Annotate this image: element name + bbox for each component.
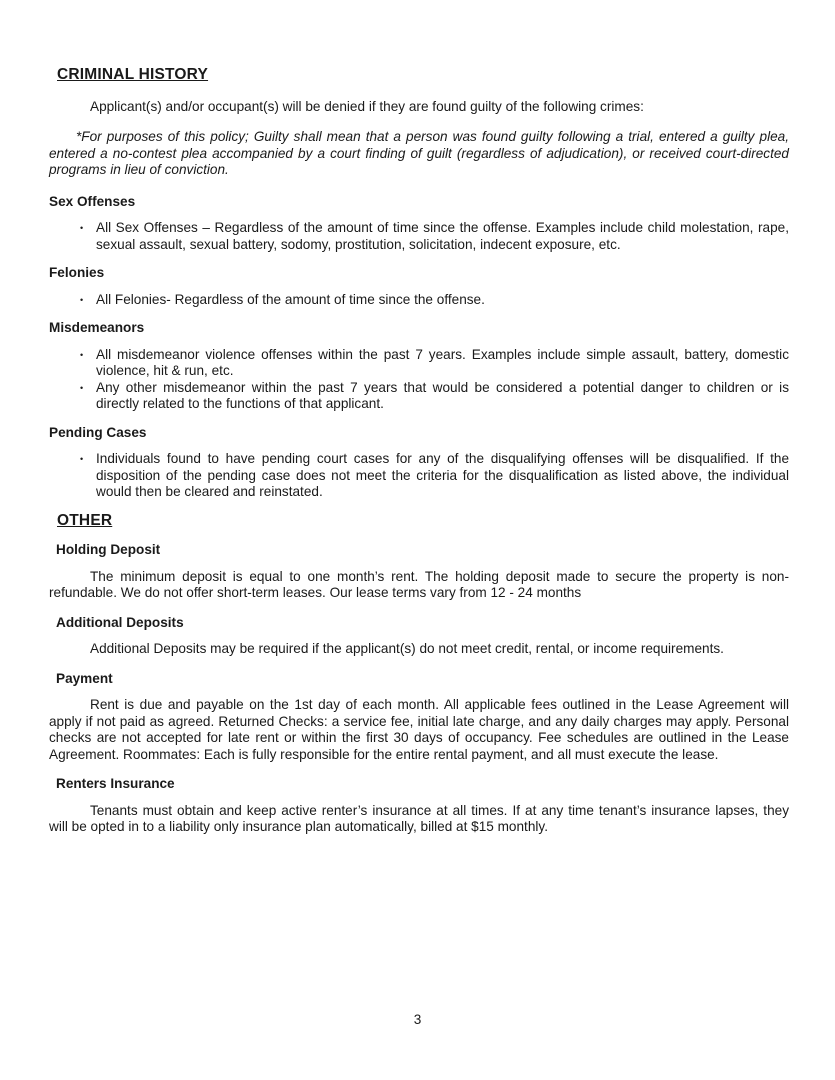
criminal-intro-paragraph: Applicant(s) and/or occupant(s) will be denied if they are found guilty of the following crimes: [90, 98, 644, 114]
bullet-icon: • [80, 349, 84, 360]
list-item [80, 292, 789, 309]
list-item-text: All Sex Offenses – Regardless of the amount of time since the offense. Examples include child molestation, rape, sexual assault, sexual battery, sodomy, prostitution, solicitation, indecent exposure, etc. [96, 220, 789, 252]
bullet-icon: • [80, 454, 84, 464]
list-item [80, 451, 789, 501]
group-title-pending-cases: Pending Cases [49, 424, 147, 440]
list-item [80, 220, 789, 253]
misdemeanors-list [49, 347, 789, 413]
payment-paragraph: Rent is due and payable on the 1st day of each month. All applicable fees outlined in the Lease Agreement will apply if not paid as agreed. Returned Checks: a service fee, initial late charge, and any daily charges may apply. Personal checks are not accepted for late rent or within the first 30 days of occupancy. Fee schedules are outlined in the Lease Agreement. Roommates: Each is fully responsible for the entire rental payment, and all must execute the lease. [49, 697, 789, 762]
list-item-text: All misdemeanor violence offenses within the past 7 years. Examples include simple assault, battery, domestic violence, hit & run, etc. [96, 346, 789, 378]
list-item [80, 380, 789, 413]
holding-deposit-paragraph: The minimum deposit is equal to one month’s rent. The holding deposit made to secure the property is non- refundable. We do not offer short-term leases. Our lease terms vary from 12 - 24 months [49, 568, 789, 600]
group-title-sex-offenses: Sex Offenses [49, 193, 136, 209]
sub-title-payment: Payment [56, 670, 113, 686]
section-heading-other: OTHER [57, 511, 113, 529]
guilty-policy-note: *For purposes of this policy; Guilty shall mean that a person was found guilty following a trial, entered a guilty plea, entered a no-contest plea accompanied by a court finding of guilt (regardless of adjudication), or received court-directed programs in lieu of conviction. [49, 129, 789, 177]
sub-title-holding-deposit: Holding Deposit [56, 542, 161, 557]
bullet-icon: • [80, 294, 84, 305]
section-heading-criminal-history: CRIMINAL HISTORY [57, 66, 209, 83]
additional-deposits-paragraph: Additional Deposits may be required if the applicant(s) do not meet credit, rental, or income requirements. [90, 641, 724, 656]
renters-insurance-paragraph: Tenants must obtain and keep active renter’s insurance at all times. If at any time tenant’s insurance lapses, they will be opted in to a liability only insurance plan automatically, billed at $15 monthly. [49, 802, 789, 834]
sex-offenses-list [49, 220, 789, 253]
group-title-felonies: Felonies [49, 265, 105, 280]
sub-title-additional-deposits: Additional Deposits [56, 614, 184, 630]
list-item-text: All Felonies- Regardless of the amount of time since the offense. [96, 291, 485, 307]
page-number: 3 [413, 1012, 422, 1027]
list-item-text: Any other misdemeanor within the past 7 years that would be considered a potential danger to children or is directly related to the functions of that applicant. [96, 379, 789, 411]
bullet-icon: • [80, 223, 84, 233]
pending-cases-list [49, 451, 789, 501]
group-title-misdemeanors: Misdemeanors [49, 320, 145, 335]
list-item-text: Individuals found to have pending court cases for any of the disqualifying offenses will be disqualified. If the disposition of the pending case does not meet the criteria for the disqualification as listed above, the individual would then be cleared and reinstated. [96, 451, 789, 499]
felonies-list [49, 292, 789, 309]
bullet-icon: • [80, 382, 84, 393]
sub-title-renters-insurance: Renters Insurance [56, 776, 175, 791]
list-item [80, 347, 789, 380]
